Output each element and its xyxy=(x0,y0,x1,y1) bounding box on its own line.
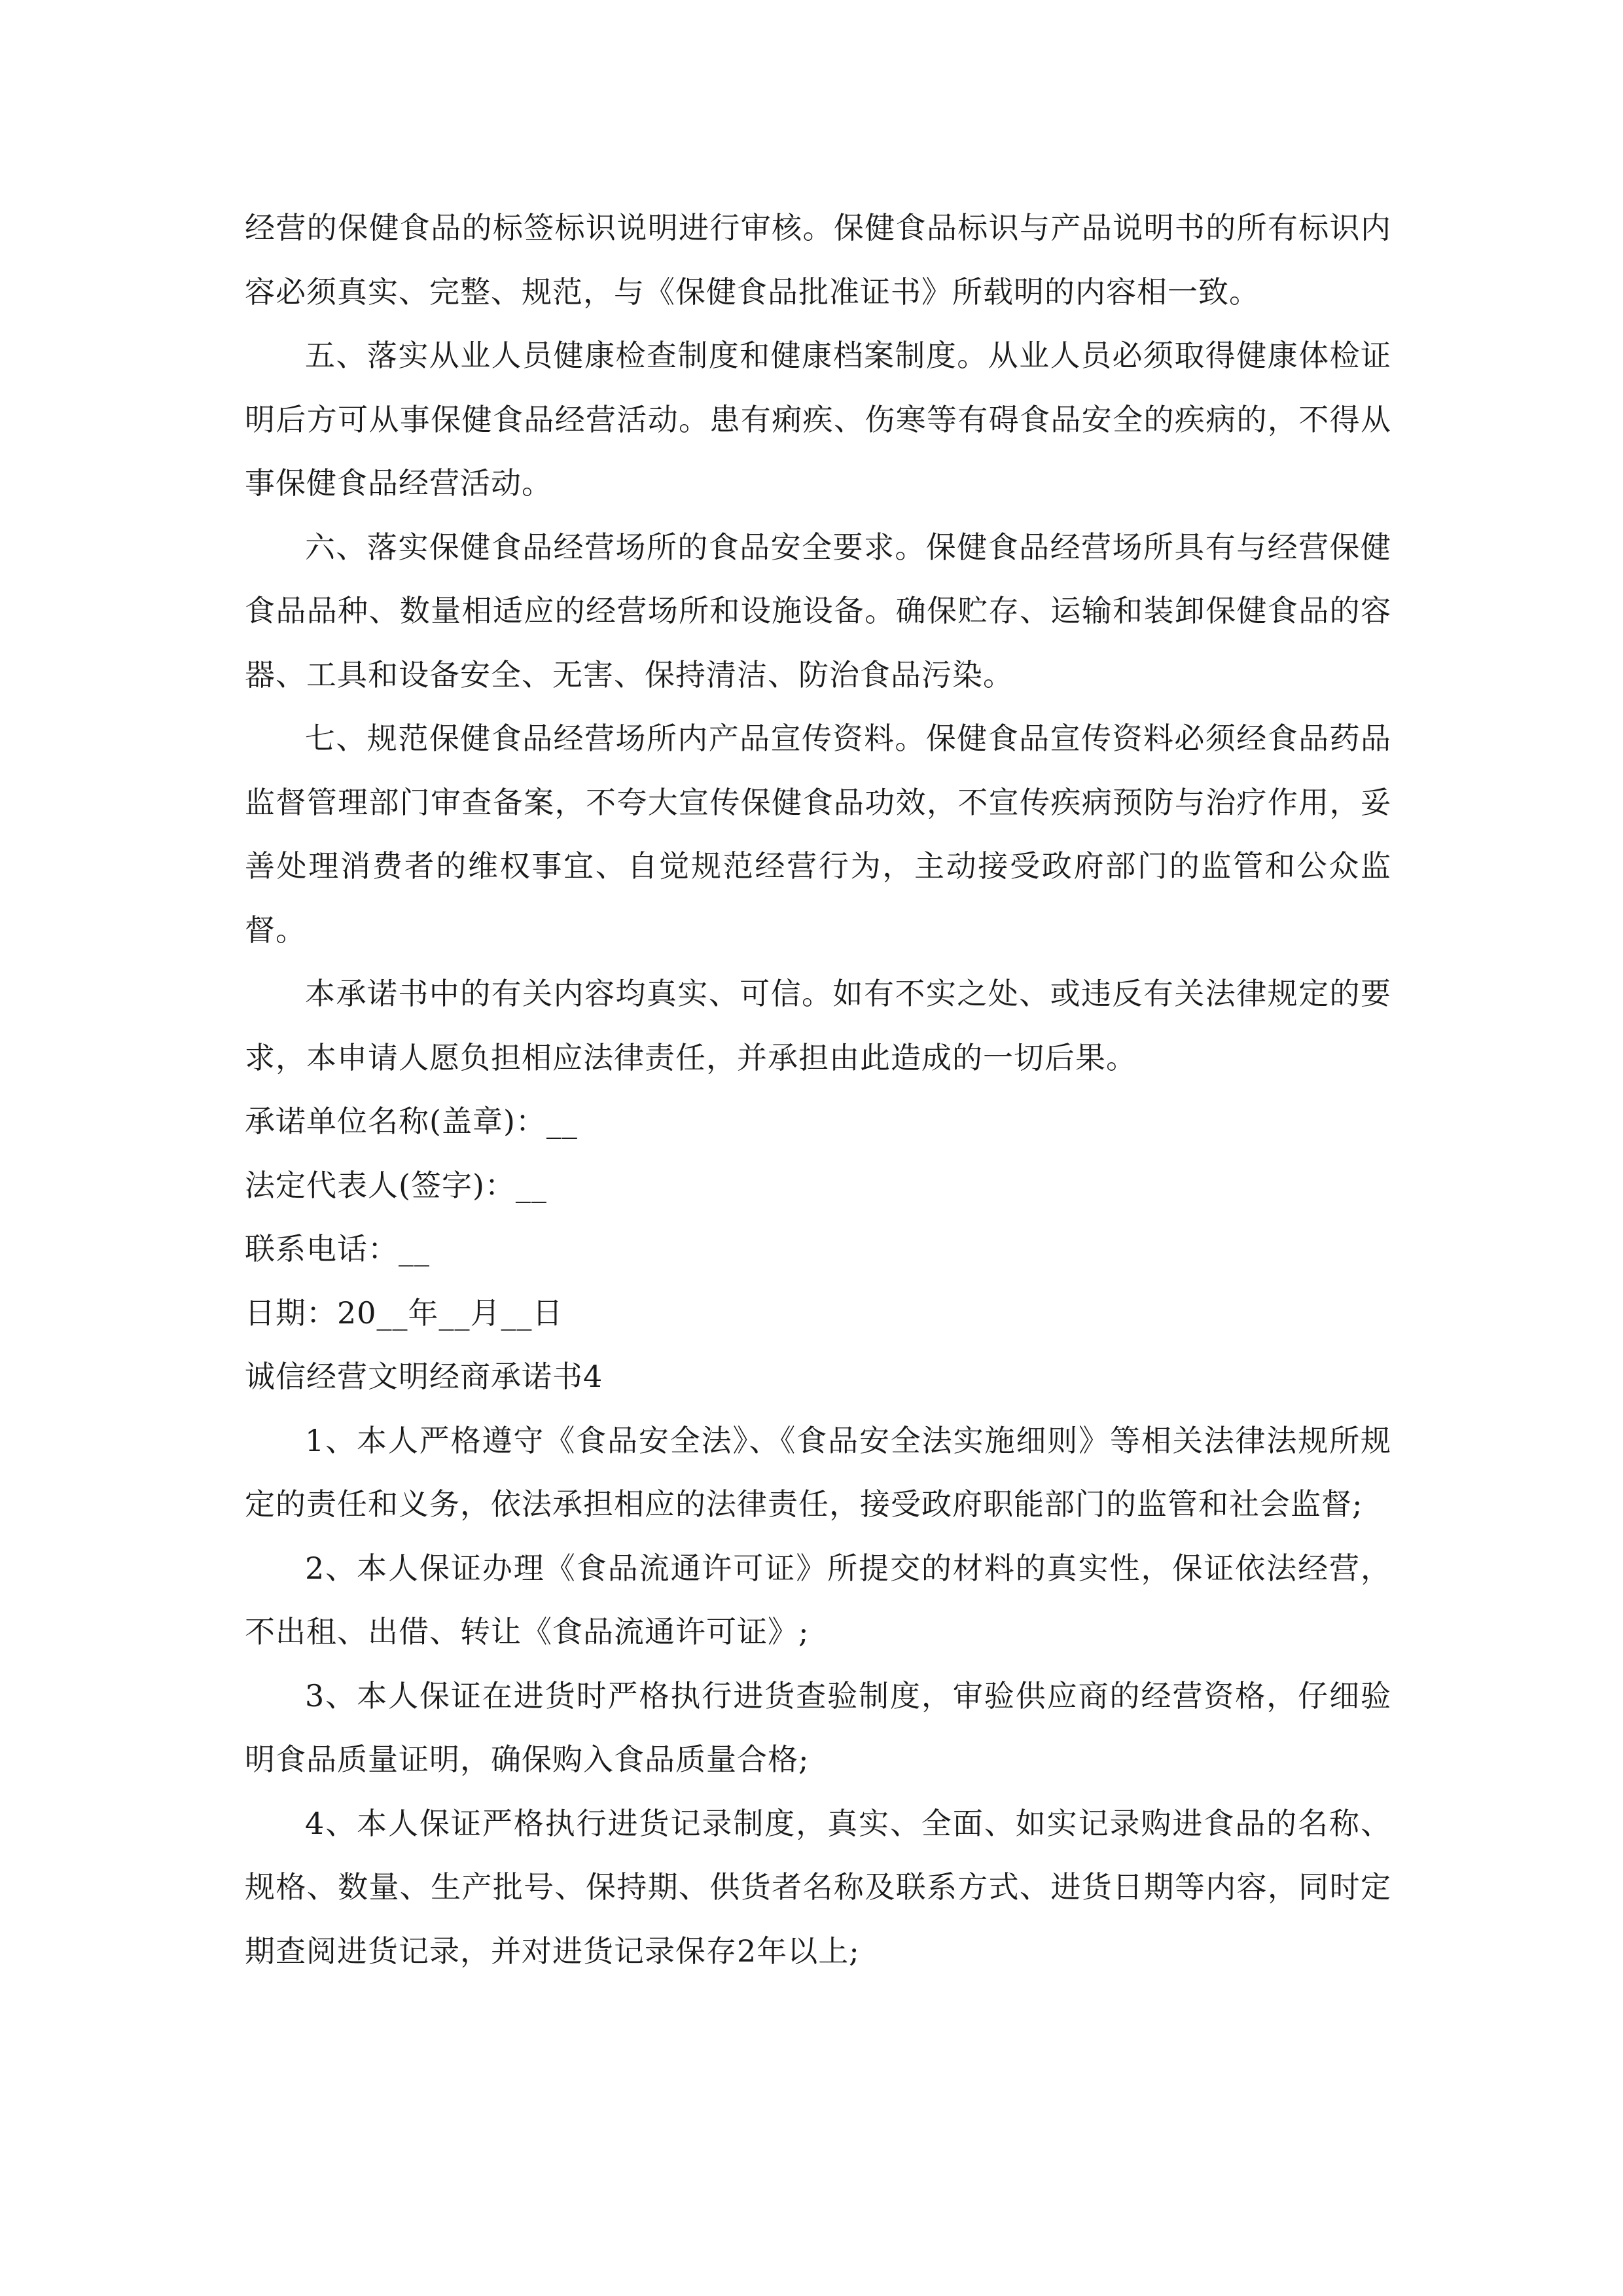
paragraph-continued: 经营的保健食品的标签标识说明进行审核。保健食品标识与产品说明书的所有标识内容必须真实、完整、规范，与《保健食品批准证书》所载明的内容相一致。 xyxy=(245,210,1391,310)
signature-date: 日期：20__年__月__日 xyxy=(245,1295,563,1331)
paragraph-pledge-statement: 本承诺书中的有关内容均真实、可信。如有不实之处、或违反有关法律规定的要求，本申请人愿负担相应法律责任，并承担由此造成的一切后果。 xyxy=(245,976,1391,1075)
paragraph-item-1: 1、本人严格遵守《食品安全法》、《食品安全法实施细则》等相关法律法规所规定的责任和义务，依法承担相应的法律责任，接受政府职能部门的监管和社会监督; xyxy=(245,1422,1391,1522)
paragraph-item-4: 4、本人保证严格执行进货记录制度，真实、全面、如实记录购进食品的名称、规格、数量、生产批号、保持期、供货者名称及联系方式、进货日期等内容，同时定期查阅进货记录，并对进货记录保存2年以上; xyxy=(245,1805,1391,1969)
paragraph-item-six: 六、落实保健食品经营场所的食品安全要求。保健食品经营场所具有与经营保健食品品种、数量相适应的经营场所和设施设备。确保贮存、运输和装卸保健食品的容器、工具和设备安全、无害、保持清洁、防治食品污染。 xyxy=(245,529,1391,692)
section-title: 诚信经营文明经商承诺书4 xyxy=(245,1359,603,1394)
paragraph-item-2: 2、本人保证办理《食品流通许可证》所提交的材料的真实性，保证依法经营，不出租、出借、转让《食品流通许可证》; xyxy=(245,1550,1391,1649)
paragraph-item-five: 五、落实从业人员健康检查制度和健康档案制度。从业人员必须取得健康体检证明后方可从事保健食品经营活动。患有痢疾、伤寒等有碍食品安全的疾病的，不得从事保健食品经营活动。 xyxy=(245,338,1391,501)
document-body xyxy=(245,196,1391,1983)
signature-unit-name: 承诺单位名称(盖章)：__ xyxy=(245,1103,578,1139)
paragraph-item-3: 3、本人保证在进货时严格执行进货查验制度，审验供应商的经营资格，仔细验明食品质量证明，确保购入食品质量合格; xyxy=(245,1677,1391,1777)
paragraph-item-seven: 七、规范保健食品经营场所内产品宣传资料。保健食品宣传资料必须经食品药品监督管理部门审查备案，不夸大宣传保健食品功效，不宣传疾病预防与治疗作用，妥善处理消费者的维权事宜、自觉规范经营行为，主动接受政府部门的监管和公众监督。 xyxy=(245,721,1391,948)
signature-phone: 联系电话：__ xyxy=(245,1231,430,1266)
signature-legal-rep: 法定代表人(签字)：__ xyxy=(245,1167,547,1203)
